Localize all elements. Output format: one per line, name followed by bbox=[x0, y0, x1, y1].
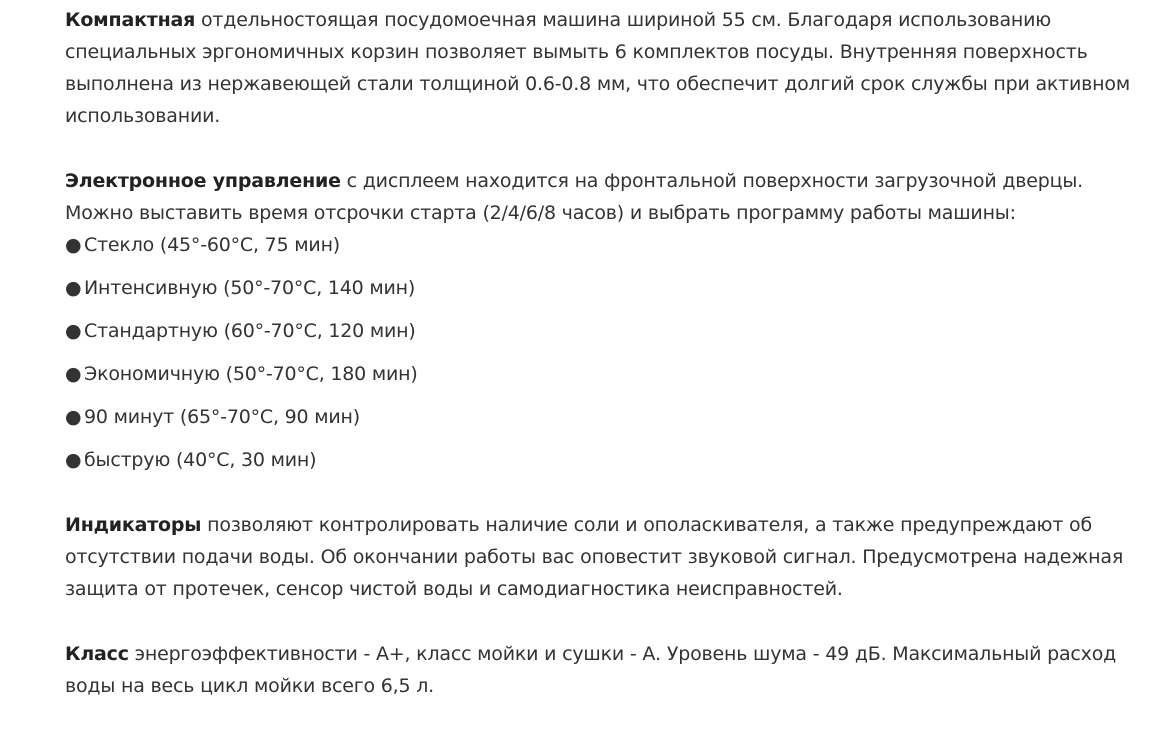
program-label: быструю (40°С, 30 мин) bbox=[84, 449, 317, 471]
bullet-icon: ● bbox=[65, 277, 82, 299]
list-item bbox=[65, 229, 1155, 261]
paragraph-compact-text: отдельностоящая посудомоечная машина шириной 55 см. Благодаря использованию специальных эргономичных корзин позволяет вымыть 6 комплектов посуды. Внутренняя поверхность выполнена из нержавеющей стали толщиной 0.6-0.8 мм, что обеспечит долгий срок службы при активном использовании. bbox=[65, 9, 1130, 127]
paragraph-class bbox=[65, 638, 1155, 702]
bullet-icon: ● bbox=[65, 320, 82, 342]
paragraph-class-text: энергоэффективности - А+, класс мойки и сушки - А. Уровень шума - 49 дБ. Максимальный расход воды на весь цикл мойки всего 6,5 л. bbox=[65, 643, 1117, 697]
program-label: Интенсивную (50°-70°С, 140 мин) bbox=[84, 277, 416, 299]
program-label: Экономичную (50°-70°С, 180 мин) bbox=[84, 363, 418, 385]
paragraph-compact bbox=[65, 4, 1155, 132]
program-label: Стекло (45°-60°С, 75 мин) bbox=[84, 234, 341, 256]
program-list bbox=[65, 229, 1155, 476]
paragraph-indicators-text: позволяют контролировать наличие соли и ополаскивателя, а также предупреждают об отсутствии подачи воды. Об окончании работы вас оповестит звуковой сигнал. Предусмотрена надежная защита от протечек, сенсор чистой воды и самодиагностика неисправностей. bbox=[65, 514, 1124, 600]
paragraph-electronic-control-lead: Электронное управление bbox=[65, 170, 341, 192]
program-label: 90 минут (65°-70°С, 90 мин) bbox=[84, 406, 360, 428]
paragraph-spacer bbox=[65, 132, 1155, 165]
list-item bbox=[65, 444, 1155, 476]
list-item bbox=[65, 358, 1155, 390]
paragraph-electronic-control bbox=[65, 165, 1155, 229]
paragraph-indicators bbox=[65, 509, 1155, 605]
list-item bbox=[65, 315, 1155, 347]
paragraph-electronic-control-text: с дисплеем находится на фронтальной поверхности загрузочной дверцы. Можно выставить время отсрочки старта (2/4/6/8 часов) и выбрать программу работы машины: bbox=[65, 170, 1084, 224]
bullet-icon: ● bbox=[65, 449, 82, 471]
program-label: Стандартную (60°-70°С, 120 мин) bbox=[84, 320, 416, 342]
paragraph-class-lead: Класс bbox=[65, 643, 129, 665]
paragraph-compact-lead: Компактная bbox=[65, 9, 196, 31]
paragraph-spacer bbox=[65, 605, 1155, 638]
bullet-icon: ● bbox=[65, 234, 82, 256]
list-item bbox=[65, 401, 1155, 433]
paragraph-spacer bbox=[65, 476, 1155, 509]
product-description bbox=[65, 4, 1155, 702]
bullet-icon: ● bbox=[65, 406, 82, 428]
bullet-icon: ● bbox=[65, 363, 82, 385]
paragraph-indicators-lead: Индикаторы bbox=[65, 514, 202, 536]
list-item bbox=[65, 272, 1155, 304]
